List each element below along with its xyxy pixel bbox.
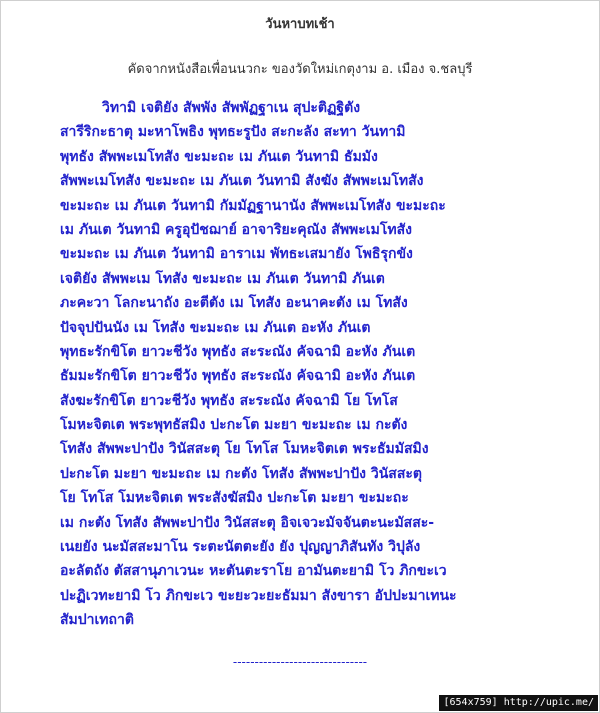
divider-line: ------------------------------- [232, 655, 368, 669]
chant-line: เม กะตัง โทสัง สัพพะปาปัง วินัสสะตุ อิจเจวะมัจจันตะนะมัสสะ- [60, 514, 435, 531]
chant-line: อะลัตถัง ตัสสานุภาเวนะ หะตันตะราโย อามันตะยามิ โว ภิกขะเว [60, 563, 447, 580]
chant-line: เม ภันเต วันทามิ ครูอุปัชฌาย์ อาจาริยะคุณัง สัพพะเมโทสัง [60, 221, 412, 238]
image-host-watermark: [654x759] http://upic.me/ [439, 695, 598, 711]
chant-line: โย โทโส โมหะจิตเต พระสังฆัสมิง ปะกะโต มะยา ขะมะถะ [60, 490, 409, 507]
page-title: วันหาบทเช้า [265, 17, 335, 32]
chant-line: ปัจจุปปันนัง เม โทสัง ขะมะถะ เม ภันเต อะหัง ภันเต [60, 319, 371, 336]
chant-line: พุทธัง สัพพะเมโทสัง ขะมะถะ เม ภันเต วันทามิ ธัมมัง [60, 148, 378, 165]
chant-line: สัมปาเทถาติ [60, 612, 134, 629]
chant-line: โทสัง สัพพะปาปัง วินัสสะตุ โย โทโส โมหะจิตเต พระธัมมัสมิง [60, 441, 429, 458]
chant-line: เจติยัง สัพพะเม โทสัง ขะมะถะ เม ภันเต วันทามิ ภันเต [60, 270, 385, 287]
chant-line: ปะกะโต มะยา ขะมะถะ เม กะตัง โทสัง สัพพะปาปัง วินัสสะตุ [60, 465, 422, 482]
chant-line: เนยยัง นะมัสสะมาโน ระตะนัตตะยัง ยัง ปุญญาภิสันทัง วิปุลัง [60, 539, 421, 556]
chant-line: โมหะจิตเต พระพุทธัสมิง ปะกะโต มะยา ขะมะถะ เม กะตัง [60, 417, 408, 434]
source-subtitle: คัดจากหนังสือเพื่อนนวกะ ของวัดใหม่เกตุงาม อ. เมือง จ.ชลบุรี [127, 62, 473, 77]
chant-line: ธัมมะรักขิโต ยาวะชีวัง พุทธัง สะระณัง คัจฉามิ อะหัง ภันเต [60, 368, 416, 385]
chant-line: ขะมะถะ เม ภันเต วันทามิ กัมมัฏฐานานัง สัพพะเมโทสัง ขะมะถะ [60, 197, 446, 214]
chant-line: ปะฏิเวทะยามิ โว ภิกขะเว ขะยะวะยะธัมมา สังขารา อัปปะมาเทนะ [60, 587, 457, 604]
chant-text-block [60, 96, 580, 633]
chant-line: สารีริกะธาตุ มะหาโพธิง พุทธะรูปัง สะกะลัง สะทา วันทามิ [60, 124, 406, 141]
chant-line: ภะคะวา โลกะนาถัง อะตีตัง เม โทสัง อะนาคะตัง เม โทสัง [60, 295, 408, 312]
chant-line: พุทธะรักขิโต ยาวะชีวัง พุทธัง สะระณัง คัจฉามิ อะหัง ภันเต [60, 343, 416, 360]
chant-line: สัพพะเมโทสัง ขะมะถะ เม ภันเต วันทามิ สังฆัง สัพพะเมโทสัง [60, 173, 424, 190]
chant-line: ขะมะถะ เม ภันเต วันทามิ อาราเม พัทธะเสมายัง โพธิรุกขัง [60, 246, 413, 263]
chant-line: สังฆะรักขิโต ยาวะชีวัง พุทธัง สะระณัง คัจฉามิ โย โทโส [60, 392, 398, 409]
chant-line: วิทามิ เจติยัง สัพพัง สัพพัฏฐาเน สุปะติฏฐิตัง [102, 100, 361, 116]
